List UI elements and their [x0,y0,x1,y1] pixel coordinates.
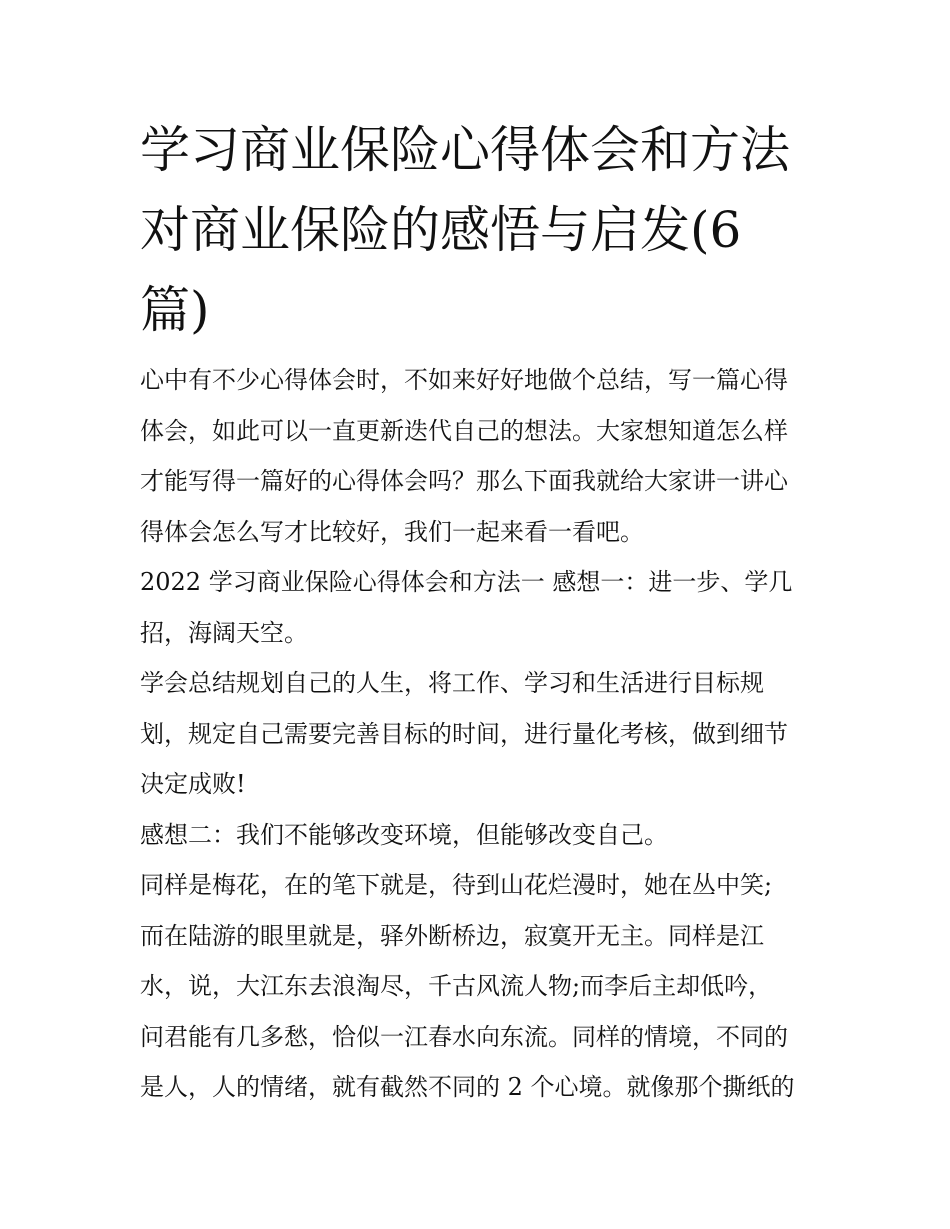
body-line: 问君能有几多愁，恰似一江春水向东流。同样的情境，不同的 [140,1022,788,1051]
title-line: 学习商业保险心得体会和方法 [140,121,790,179]
body-line: 划，规定自己需要完善目标的时间，进行量化考核，做到细节 [140,719,788,748]
body-line: 招，海阔天空。 [140,618,308,647]
body-line: 是人，人的情绪，就有截然不同的 2 个心境。就像那个撕纸的 [140,1073,795,1101]
title-line: 篇) [140,281,210,339]
body-line: 感想二：我们不能够改变环境，但能够改变自己。 [140,820,668,849]
document-body [140,355,820,1113]
body-line: 决定成败! [140,770,246,798]
body-line: 学会总结规划自己的人生，将工作、学习和生活进行目标规 [140,669,764,697]
body-line: 得体会怎么写才比较好，我们一起来看一看吧。 [140,517,644,546]
title-line: 对商业保险的感悟与启发(6 [140,201,742,259]
body-line: 水，说，大江东去浪淘尽，千古风流人物;而李后主却低吟， [140,972,773,1000]
body-line: 才能写得一篇好的心得体会吗？那么下面我就给大家讲一讲心 [140,467,788,495]
body-line: 体会，如此可以一直更新迭代自己的想法。大家想知道怎么样 [140,416,788,445]
body-line: 同样是梅花，在的笔下就是，待到山花烂漫时，她在丛中笑; [140,871,773,899]
body-line: 2022 学习商业保险心得体会和方法一 感想一：进一步、学几 [140,568,793,596]
body-line: 心中有不少心得体会时，不如来好好地做个总结，写一篇心得 [140,366,788,394]
document-title [140,110,840,350]
body-line: 而在陆游的眼里就是，驿外断桥边，寂寞开无主。同样是江 [140,921,764,950]
